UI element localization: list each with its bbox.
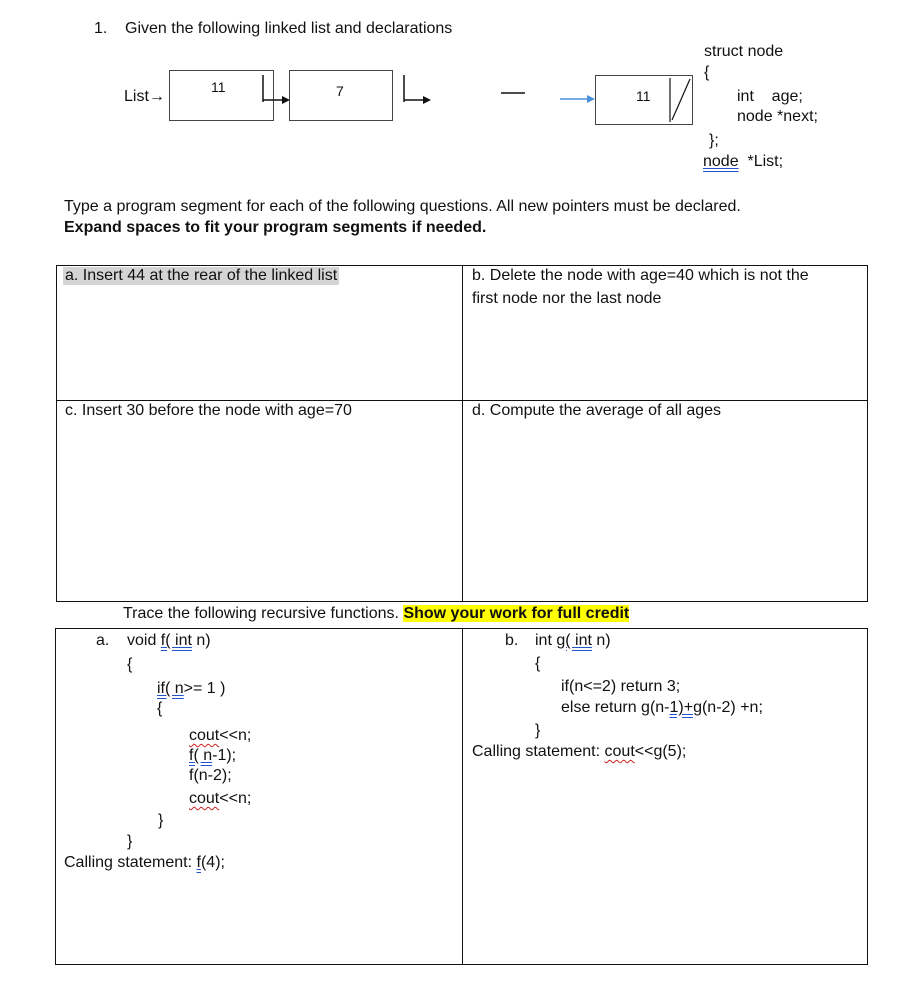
struct-field-next: node *next;	[737, 108, 818, 125]
tasks-grid-vdivider	[462, 265, 463, 602]
trace-grid-vdivider	[462, 628, 463, 965]
list-label: List→	[124, 88, 165, 105]
pointer-arrowhead-3	[587, 95, 595, 103]
trace-a-if: if( n>= 1 )	[157, 680, 226, 697]
trace-b-open-brace: {	[535, 655, 541, 672]
trace-a-inner-close: }	[158, 812, 164, 829]
pointer-arrowhead-1	[282, 96, 290, 104]
task-b-line2: first node nor the last node	[472, 290, 662, 307]
trace-a-open-brace: {	[127, 656, 133, 673]
node-value-1: 11	[211, 79, 226, 95]
task-b-line1: b. Delete the node with age=40 which is not the	[472, 267, 809, 284]
trace-b-close-brace: }	[535, 722, 541, 739]
struct-field-age: int age;	[737, 88, 803, 105]
task-c: c. Insert 30 before the node with age=70	[65, 402, 352, 419]
trace-a-signature: void f( int n)	[127, 632, 211, 649]
trace-a-cout1: cout<<n;	[189, 727, 252, 744]
instructions-line2: Expand spaces to fit your program segments if needed.	[64, 219, 487, 236]
task-a: a. Insert 44 at the rear of the linked list	[65, 267, 338, 284]
trace-a-inner-open: {	[157, 700, 163, 717]
trace-b-signature: int g( int n)	[535, 632, 611, 649]
tasks-grid-hdivider	[56, 400, 868, 401]
trace-b-line2: else return g(n-1)+g(n-2) +n;	[561, 699, 763, 716]
trace-emphasis: Show your work for full credit	[403, 605, 630, 622]
trace-a-close-brace: }	[127, 833, 133, 850]
question-number: 1.	[94, 20, 108, 37]
trace-b-line1: if(n<=2) return 3;	[561, 678, 681, 695]
pointer-arrowhead-2	[423, 96, 431, 104]
trace-b-label: b.	[505, 632, 519, 649]
struct-close-brace: };	[709, 132, 719, 149]
trace-a-label: a.	[96, 632, 110, 649]
struct-open-brace: {	[704, 64, 710, 81]
question-title: Given the following linked list and declarations	[125, 20, 453, 37]
trace-a-calling-statement: Calling statement: f(4);	[64, 854, 225, 871]
struct-header: struct node	[704, 43, 784, 60]
trace-b-calling-statement: Calling statement: cout<<g(5);	[472, 743, 687, 760]
trace-intro: Trace the following recursive functions. Show your work for full credit	[123, 605, 630, 622]
null-slash	[672, 79, 690, 120]
trace-a-call2: f(n-2);	[189, 767, 232, 784]
list-declaration: node *List;	[703, 153, 784, 170]
node-value-2: 7	[336, 83, 344, 99]
instructions-line1: Type a program segment for each of the following questions. All new pointers must be declared.	[64, 198, 741, 215]
trace-a-cout2: cout<<n;	[189, 790, 252, 807]
task-d: d. Compute the average of all ages	[472, 402, 722, 419]
node-value-last: 11	[636, 88, 651, 104]
trace-a-call1: f( n-1);	[189, 747, 237, 764]
list-arrow-icon: →	[148, 88, 165, 105]
